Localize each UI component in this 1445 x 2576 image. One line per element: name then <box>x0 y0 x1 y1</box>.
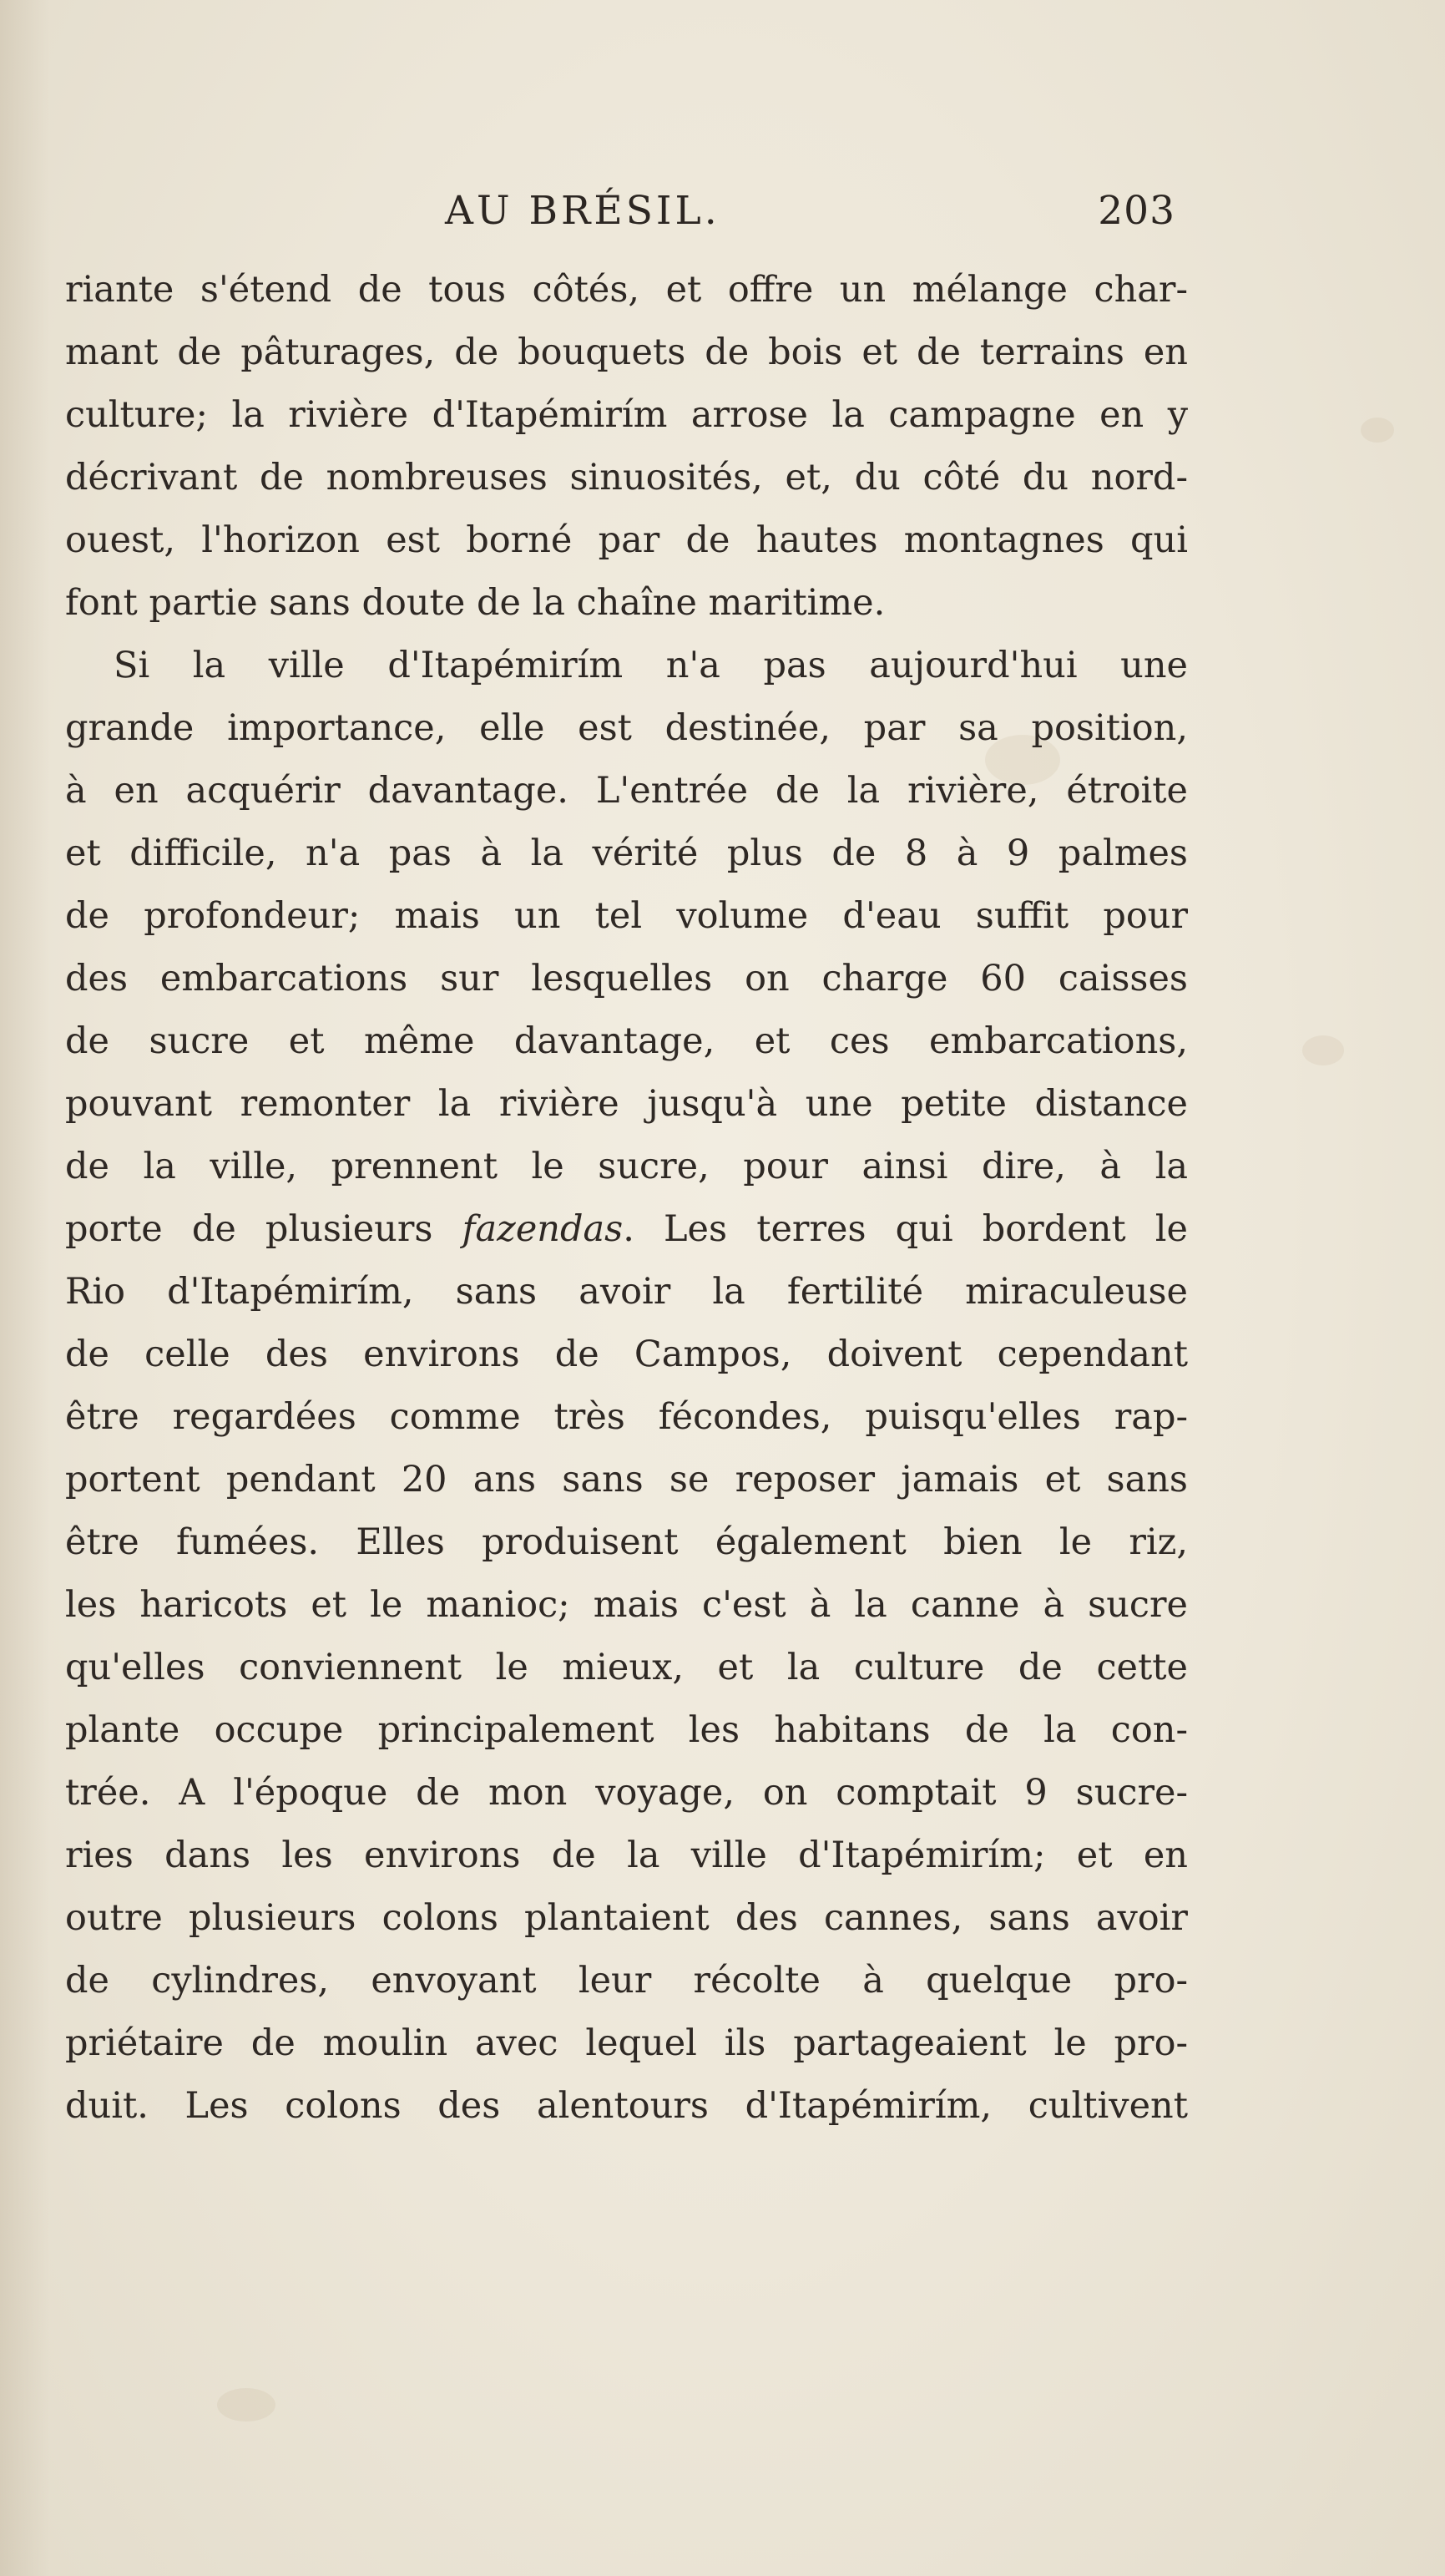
text-line: Rio d'Itapémirím, sans avoir la fertilité miraculeuse <box>65 1271 1188 1313</box>
text-line: les haricots et le manioc; mais c'est à la canne à sucre <box>65 1584 1188 1626</box>
text-line: trée. A l'époque de mon voyage, on comptait 9 sucre- <box>65 1772 1188 1814</box>
text-line: priétaire de moulin avec lequel ils partageaient le pro- <box>65 2022 1188 2064</box>
foxing-stain <box>1361 418 1394 443</box>
text-line: pouvant remonter la rivière jusqu'à une petite distance <box>65 1083 1188 1125</box>
text-line: qu'elles conviennent le mieux, et la culture de cette <box>65 1647 1188 1688</box>
running-title: AU BRÉSIL. <box>445 188 720 234</box>
text-line: duit. Les colons des alentours d'Itapémirím, cultivent <box>65 2085 1188 2127</box>
text-line: ries dans les environs de la ville d'Itapémirím; et en <box>65 1835 1188 1876</box>
running-head <box>73 188 1175 246</box>
text-line: de la ville, prennent le sucre, pour ainsi dire, à la <box>65 1146 1188 1187</box>
text-line: portent pendant 20 ans sans se reposer jamais et sans <box>65 1459 1188 1501</box>
text-line-with-italic <box>65 1198 1188 1261</box>
text-line: et difficile, n'a pas à la vérité plus de 8 à 9 palmes <box>65 833 1188 874</box>
text-line: font partie sans doute de la chaîne maritime. <box>65 582 886 624</box>
text-fragment: . Les terres qui bordent le <box>623 1208 1188 1250</box>
body-text <box>65 259 1188 2138</box>
text-line: de celle des environs de Campos, doivent cependant <box>65 1334 1188 1375</box>
foxing-stain <box>217 2388 275 2422</box>
text-line: Si la ville d'Itapémirím n'a pas aujourd'hui une <box>114 645 1188 686</box>
text-line: des embarcations sur lesquelles on charge 60 caisses <box>65 958 1188 1000</box>
text-line: riante s'étend de tous côtés, et offre un mélange char- <box>65 269 1188 311</box>
text-line: culture; la rivière d'Itapémirím arrose la campagne en y <box>65 394 1188 436</box>
text-line: de sucre et même davantage, et ces embarcations, <box>65 1020 1188 1062</box>
text-line: ouest, l'horizon est borné par de hautes montagnes qui <box>65 519 1188 561</box>
text-line: être regardées comme très fécondes, puisqu'elles rap- <box>65 1396 1188 1438</box>
text-line: outre plusieurs colons plantaient des cannes, sans avoir <box>65 1897 1188 1939</box>
text-line: décrivant de nombreuses sinuosités, et, du côté du nord- <box>65 457 1188 498</box>
text-fragment: porte de plusieurs <box>65 1208 433 1250</box>
page-number: 203 <box>1098 188 1175 234</box>
text-line: être fumées. Elles produisent également bien le riz, <box>65 1521 1188 1563</box>
text-line: de profondeur; mais un tel volume d'eau suffit pour <box>65 895 1188 937</box>
text-line: de cylindres, envoyant leur récolte à quelque pro- <box>65 1960 1188 2002</box>
gutter-shadow <box>0 0 50 2576</box>
text-line: mant de pâturages, de bouquets de bois et de terrains en <box>65 331 1188 373</box>
text-line: grande importance, elle est destinée, par sa position, <box>65 707 1188 749</box>
foxing-stain <box>1302 1035 1344 1065</box>
text-line: plante occupe principalement les habitans de la con- <box>65 1709 1188 1751</box>
text-line: à en acquérir davantage. L'entrée de la rivière, étroite <box>65 770 1188 812</box>
italic-term: fazendas <box>462 1208 624 1250</box>
